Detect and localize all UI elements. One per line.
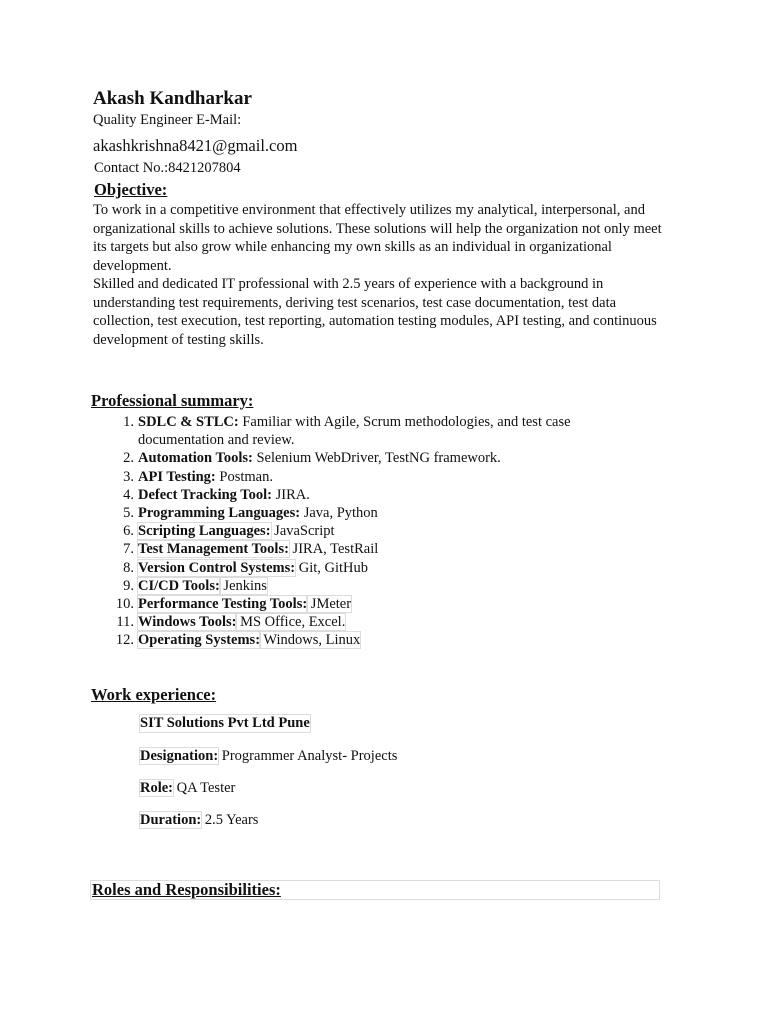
skill-value: Git, GitHub: [295, 559, 368, 576]
skill-label: Performance Testing Tools:: [138, 596, 308, 613]
roles-heading: Roles and Responsibilities:: [92, 880, 281, 899]
skill-item: [110, 595, 618, 613]
skill-label: Version Control Systems:: [138, 559, 296, 576]
skill-number: 8.: [123, 559, 134, 576]
skill-label: Defect Tracking Tool:: [138, 486, 272, 503]
work-experience-heading: Work experience:: [91, 685, 217, 704]
company-name: SIT Solutions Pvt Ltd Pune: [140, 715, 310, 731]
skill-value: JIRA.: [271, 486, 310, 503]
skill-item: [110, 559, 618, 577]
resume-name: Akash Kandharkar: [93, 88, 252, 109]
skill-label: Operating Systems:: [138, 632, 261, 649]
skill-item: [110, 540, 618, 558]
skill-item: [110, 631, 618, 649]
skill-value: MS Office, Excel.: [236, 614, 346, 631]
skills-list: [110, 413, 618, 650]
skill-number: 1.: [123, 414, 134, 430]
skill-number: 10.: [115, 596, 134, 613]
skill-item: [110, 522, 618, 540]
skill-label: Scripting Languages:: [138, 523, 271, 540]
skill-item: [110, 486, 618, 504]
skill-label: CI/CD Tools:: [138, 577, 220, 594]
skill-number: 12.: [115, 632, 134, 649]
skill-value: Java, Python: [300, 505, 378, 522]
roles-heading-bar: [90, 880, 660, 900]
skill-label: Test Management Tools:: [138, 541, 289, 558]
duration-line: [140, 812, 258, 829]
professional-summary-heading: Professional summary:: [91, 391, 254, 410]
objective-paragraph: To work in a competitive environment that effectively utilizes my analytical, interpersonal, and organizational skills to achieve solutions. These solutions will help the organization not only meet its targets but also grow while enhancing my own skills as an individual in organizational development.: [93, 202, 662, 274]
skill-number: 11.: [116, 614, 134, 631]
skill-item: [110, 577, 618, 595]
skill-label: Windows Tools:: [138, 614, 237, 631]
duration-value: 2.5 Years: [201, 812, 259, 828]
contact-number: Contact No.:8421207804: [94, 160, 241, 176]
designation-value: Programmer Analyst- Projects: [218, 748, 398, 764]
email-address[interactable]: akashkrishna8421@gmail.com: [93, 136, 298, 155]
skill-value: Familiar with Agile, Scrum methodologies, and test case documentation and review.: [138, 414, 571, 449]
skill-value: JMeter: [307, 596, 352, 613]
objective-heading: Objective:: [94, 180, 168, 199]
skill-item: [110, 468, 618, 486]
experience-paragraph: Skilled and dedicated IT professional with 2.5 years of experience with a background in understanding test requirements, deriving test scenarios, test case documentation, test data collection, test execution, test reporting, automation testing modules, API testing, and continuous development of testing skills.: [93, 276, 657, 348]
skill-item: [110, 504, 618, 522]
skill-value: Postman.: [215, 468, 273, 485]
skill-label: API Testing:: [138, 468, 216, 485]
duration-label: Duration:: [140, 812, 202, 828]
role-label: Role:: [140, 780, 174, 796]
skill-value: Selenium WebDriver, TestNG framework.: [252, 450, 501, 467]
skill-item: [110, 613, 618, 631]
skill-label: Automation Tools:: [138, 450, 253, 467]
job-title-line: Quality Engineer E-Mail:: [93, 112, 242, 128]
skill-number: 9.: [123, 577, 134, 594]
skill-item: [110, 413, 618, 449]
skill-number: 2.: [123, 450, 134, 467]
skill-value: Jenkins: [219, 577, 267, 594]
skill-value: Windows, Linux: [260, 632, 361, 649]
designation-label: Designation:: [140, 748, 219, 764]
skill-number: 4.: [123, 486, 134, 503]
role-line: [140, 780, 235, 797]
skill-value: JavaScript: [270, 523, 335, 540]
skill-item: [110, 449, 618, 467]
skill-number: 5.: [123, 505, 134, 522]
skill-number: 3.: [123, 468, 134, 485]
role-value: QA Tester: [173, 780, 236, 796]
designation-line: [140, 748, 397, 765]
skill-number: 6.: [123, 523, 134, 540]
skill-value: JIRA, TestRail: [288, 541, 379, 558]
skill-label: SDLC & STLC:: [138, 414, 239, 430]
skill-number: 7.: [123, 541, 134, 558]
skill-label: Programming Languages:: [138, 505, 301, 522]
